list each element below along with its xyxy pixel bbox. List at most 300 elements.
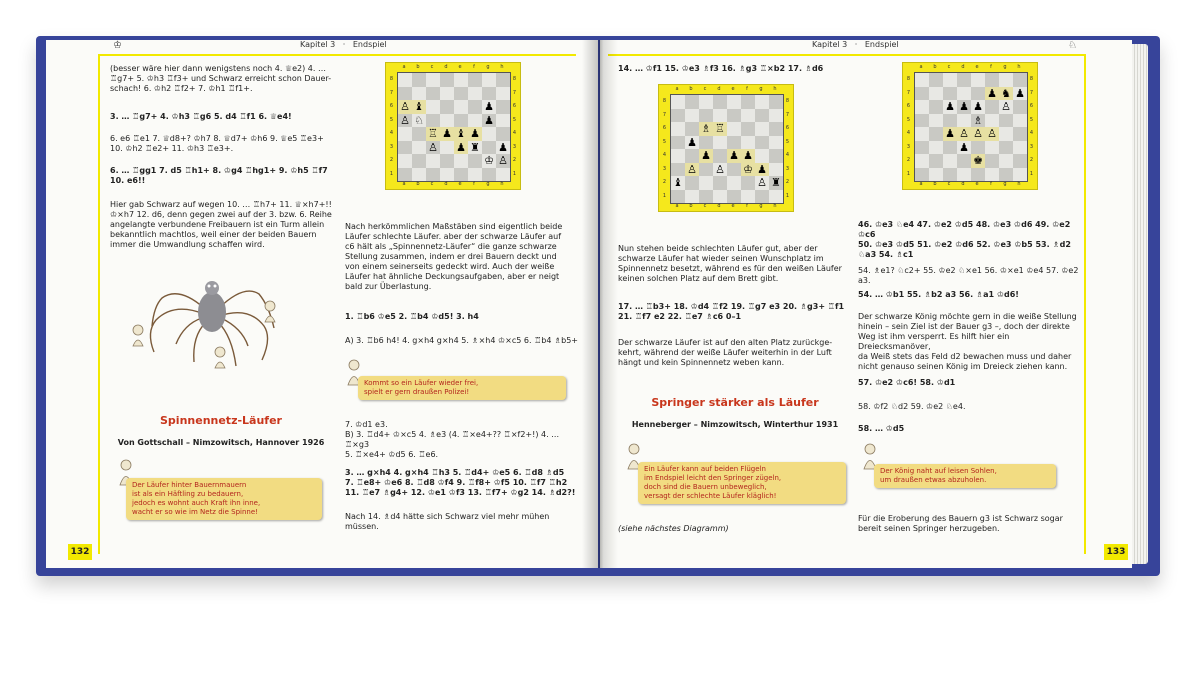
square-a3 bbox=[398, 141, 412, 155]
square-a5 bbox=[915, 114, 929, 128]
rank-label-7: 7 bbox=[389, 89, 394, 96]
square-d1 bbox=[440, 168, 454, 182]
square-e7 bbox=[971, 87, 985, 101]
right-page-yellow-bar bbox=[1084, 54, 1086, 554]
piece-b3: ♙ bbox=[687, 162, 697, 176]
piece-e4: ♝ bbox=[456, 127, 466, 141]
left-header-chapter: Kapitel 3 bbox=[300, 40, 336, 49]
diagram-3 bbox=[902, 62, 1038, 190]
square-g3 bbox=[482, 141, 496, 155]
right-col1-p5: (siehe nächstes Diagramm) bbox=[618, 524, 729, 533]
square-c5 bbox=[426, 114, 440, 128]
rank-label-5: 5 bbox=[512, 116, 517, 123]
square-d7 bbox=[957, 87, 971, 101]
square-a4 bbox=[671, 149, 685, 163]
square-b5 bbox=[412, 114, 426, 128]
square-c4 bbox=[426, 127, 440, 141]
file-label-f: f bbox=[473, 181, 475, 187]
square-g3 bbox=[755, 163, 769, 177]
rank-label-7: 7 bbox=[785, 111, 790, 118]
square-a8 bbox=[671, 95, 685, 109]
right-game-title: Henneberger – Nimzowitsch, Winterthur 1931 bbox=[631, 420, 839, 429]
square-h4 bbox=[769, 149, 783, 163]
rank-label-5: 5 bbox=[1029, 116, 1034, 123]
rank-label-7: 7 bbox=[1029, 89, 1034, 96]
file-label-b: b bbox=[933, 64, 937, 70]
left-col2-p1: Nach herkömmlichen Maßstäben sind eigentlich beide Läufer schlechte Läufer. aber der schwarze Läufer auf c6 hält als „Spinnennetz-Läufer“ die ganze schwarze Stellung zusammen, indem er drei Bauern deckt und von einem seinerseits gedeckt wird. Auch der weiße Läufer hat ähnliche Deckungsaufgaben, aber er neigt bald zur Überlastung. bbox=[345, 222, 563, 291]
square-h5 bbox=[1013, 114, 1027, 128]
square-f5 bbox=[741, 136, 755, 150]
piece-b5: ♟ bbox=[687, 135, 697, 149]
square-d3 bbox=[713, 163, 727, 177]
square-h8 bbox=[1013, 73, 1027, 87]
square-c8 bbox=[426, 73, 440, 87]
square-b1 bbox=[929, 168, 943, 182]
square-c3 bbox=[699, 163, 713, 177]
square-d3 bbox=[440, 141, 454, 155]
rank-label-3: 3 bbox=[389, 143, 394, 150]
left-col1-p4: 6. … ♖gg1 7. d5 ♖h1+ 8. ♔g4 ♖hg1+ 9. ♔h5 ♖f7 10. e6!! bbox=[110, 166, 328, 185]
rank-label-1: 1 bbox=[389, 170, 394, 177]
rank-label-8: 8 bbox=[389, 76, 394, 82]
file-label-d: d bbox=[444, 64, 448, 70]
file-label-a: a bbox=[402, 181, 406, 187]
square-b7 bbox=[412, 87, 426, 101]
square-g7 bbox=[999, 87, 1013, 101]
square-f3 bbox=[985, 141, 999, 155]
rank-label-4: 4 bbox=[512, 130, 517, 136]
square-e4 bbox=[454, 127, 468, 141]
square-h1 bbox=[769, 190, 783, 204]
square-g2 bbox=[482, 154, 496, 168]
square-c8 bbox=[699, 95, 713, 109]
right-col2-p4: Der schwarze König möchte gern in die weiße Stellung hinein – sein Ziel ist der Bauer g3 –, doch der direkte Weg ist ihm versperrt. Es hilft hier ein Dreiecksmanöver, da Weiß stets das Feld d2 bewachen muss und daher nicht genauso seinen König im Dreieck ziehen kann. bbox=[858, 312, 1077, 371]
square-f2 bbox=[468, 154, 482, 168]
piece-f4: ♟ bbox=[470, 127, 480, 141]
spider-illustration bbox=[124, 266, 294, 376]
square-a1 bbox=[915, 168, 929, 182]
square-f1 bbox=[468, 168, 482, 182]
file-label-c: c bbox=[703, 203, 707, 209]
file-label-a: a bbox=[675, 203, 679, 209]
square-d6 bbox=[713, 122, 727, 136]
square-d1 bbox=[713, 190, 727, 204]
square-f1 bbox=[741, 190, 755, 204]
square-d4 bbox=[713, 149, 727, 163]
square-b8 bbox=[685, 95, 699, 109]
file-label-h: h bbox=[500, 181, 504, 187]
square-a8 bbox=[915, 73, 929, 87]
square-e6 bbox=[971, 100, 985, 114]
left-page bbox=[46, 40, 598, 568]
left-col2-note-box: Kommt so ein Läufer wieder frei, spielt er gern draußen Polizei! bbox=[358, 376, 566, 400]
rank-label-7: 7 bbox=[662, 111, 667, 118]
square-h6 bbox=[769, 122, 783, 136]
rank-label-4: 4 bbox=[906, 130, 911, 136]
square-d8 bbox=[440, 73, 454, 87]
square-e5 bbox=[454, 114, 468, 128]
square-d6 bbox=[957, 100, 971, 114]
square-b2 bbox=[685, 176, 699, 190]
rank-label-2: 2 bbox=[512, 157, 517, 163]
square-c7 bbox=[943, 87, 957, 101]
square-a7 bbox=[398, 87, 412, 101]
file-label-h: h bbox=[1017, 181, 1021, 187]
file-label-f: f bbox=[990, 181, 992, 187]
square-g1 bbox=[999, 168, 1013, 182]
spider-eye-left bbox=[208, 285, 211, 288]
piece-a2: ♝ bbox=[673, 176, 683, 190]
piece-e3: ♟ bbox=[456, 140, 466, 154]
rank-label-4: 4 bbox=[662, 152, 667, 158]
square-f8 bbox=[985, 73, 999, 87]
file-label-h: h bbox=[773, 203, 777, 209]
piece-e2: ♚ bbox=[973, 154, 983, 168]
left-note-box: Der Läufer hinter Bauernmauern ist als ein Häftling zu bedauern, jedoch es wohnt auch Kraft ihn inne, wacht er so wie im Netz die Spinne! bbox=[126, 478, 322, 520]
square-g6 bbox=[755, 122, 769, 136]
file-label-g: g bbox=[486, 64, 490, 70]
file-label-a: a bbox=[402, 64, 406, 70]
piece-d4: ♟ bbox=[442, 127, 452, 141]
square-h7 bbox=[769, 109, 783, 123]
file-label-b: b bbox=[689, 203, 693, 209]
knight-icon: ♘ bbox=[1068, 40, 1077, 51]
right-page-number: 133 bbox=[1104, 544, 1128, 560]
page-edges bbox=[1132, 44, 1148, 564]
piece-g3: ♟ bbox=[757, 162, 767, 176]
square-a3 bbox=[915, 141, 929, 155]
rank-label-7: 7 bbox=[906, 89, 911, 96]
file-label-c: c bbox=[703, 86, 707, 92]
left-col2-p3: A) 3. ♖b6 h4! 4. g×h4 g×h4 5. ♗×h4 ♔×c5 6. ♖b4 ♗b5+ bbox=[345, 336, 579, 345]
square-h4 bbox=[1013, 127, 1027, 141]
left-page-yellow-bar bbox=[98, 54, 100, 554]
square-a6 bbox=[398, 100, 412, 114]
square-c2 bbox=[699, 176, 713, 190]
piece-b6: ♝ bbox=[414, 100, 424, 114]
piece-h7: ♟ bbox=[1015, 86, 1025, 100]
file-label-h: h bbox=[773, 86, 777, 92]
file-label-e: e bbox=[458, 64, 462, 70]
file-label-g: g bbox=[759, 203, 763, 209]
square-g8 bbox=[755, 95, 769, 109]
rank-label-3: 3 bbox=[512, 143, 517, 150]
rank-label-5: 5 bbox=[906, 116, 911, 123]
file-label-g: g bbox=[1003, 181, 1007, 187]
square-f3 bbox=[468, 141, 482, 155]
diagram-3-board bbox=[914, 72, 1028, 182]
square-e1 bbox=[971, 168, 985, 182]
piece-g6: ♟ bbox=[484, 100, 494, 114]
square-c1 bbox=[943, 168, 957, 182]
square-b4 bbox=[929, 127, 943, 141]
square-g5 bbox=[999, 114, 1013, 128]
piece-d4: ♙ bbox=[959, 127, 969, 141]
square-f5 bbox=[468, 114, 482, 128]
square-g4 bbox=[999, 127, 1013, 141]
piece-f3: ♜ bbox=[470, 140, 480, 154]
square-c2 bbox=[943, 154, 957, 168]
file-label-b: b bbox=[416, 181, 420, 187]
rank-label-2: 2 bbox=[389, 157, 394, 163]
square-a4 bbox=[398, 127, 412, 141]
square-f3 bbox=[741, 163, 755, 177]
square-a2 bbox=[671, 176, 685, 190]
file-label-e: e bbox=[975, 64, 979, 70]
square-c5 bbox=[943, 114, 957, 128]
square-f8 bbox=[468, 73, 482, 87]
file-label-f: f bbox=[746, 203, 748, 209]
square-f4 bbox=[741, 149, 755, 163]
piece-f4: ♟ bbox=[743, 149, 753, 163]
piece-e6: ♟ bbox=[973, 100, 983, 114]
square-f6 bbox=[741, 122, 755, 136]
right-col2-p3: 54. … ♔b1 55. ♗b2 a3 56. ♗a1 ♔d6! bbox=[858, 290, 1019, 299]
square-g2 bbox=[999, 154, 1013, 168]
square-g1 bbox=[755, 190, 769, 204]
square-g6 bbox=[482, 100, 496, 114]
piece-a6: ♙ bbox=[400, 100, 410, 114]
square-h2 bbox=[1013, 154, 1027, 168]
square-e4 bbox=[971, 127, 985, 141]
piece-f4: ♙ bbox=[987, 127, 997, 141]
square-f7 bbox=[468, 87, 482, 101]
rank-label-6: 6 bbox=[662, 125, 667, 131]
square-e2 bbox=[971, 154, 985, 168]
square-e3 bbox=[454, 141, 468, 155]
square-e3 bbox=[727, 163, 741, 177]
rank-label-3: 3 bbox=[662, 165, 667, 172]
file-label-f: f bbox=[990, 64, 992, 70]
square-e4 bbox=[727, 149, 741, 163]
rank-label-3: 3 bbox=[1029, 143, 1034, 150]
square-h1 bbox=[1013, 168, 1027, 182]
left-col2-p5: 3. … g×h4 4. g×h4 ♖h3 5. ♖d4+ ♔e5 6. ♖d8 ♗d5 7. ♖e8+ ♔e6 8. ♖d8 ♔f4 9. ♖f8+ ♔f5 10. ♖f7 ♖h2 11. ♖e7 ♗g4+ 12. ♔e1 ♔f3 13. ♖f7+ ♔g2 14. ♗d2?! bbox=[345, 468, 576, 497]
pawn-figure-left bbox=[133, 325, 143, 346]
square-c6 bbox=[426, 100, 440, 114]
square-b5 bbox=[685, 136, 699, 150]
square-g3 bbox=[999, 141, 1013, 155]
diagram-2-board bbox=[670, 94, 784, 204]
square-c7 bbox=[426, 87, 440, 101]
piece-c3: ♙ bbox=[428, 140, 438, 154]
spider-body bbox=[198, 292, 226, 332]
square-c4 bbox=[699, 149, 713, 163]
square-e3 bbox=[971, 141, 985, 155]
square-c1 bbox=[699, 190, 713, 204]
square-e7 bbox=[727, 109, 741, 123]
piece-d3: ♙ bbox=[715, 162, 725, 176]
piece-d3: ♟ bbox=[959, 140, 969, 154]
square-g5 bbox=[755, 136, 769, 150]
square-b8 bbox=[412, 73, 426, 87]
square-b2 bbox=[412, 154, 426, 168]
left-col1-p3: 6. e6 ♖e1 7. ♕d8+? ♔h7 8. ♕d7+ ♔h6 9. ♕e5 ♖e3+ 10. ♔h2 ♖e2+ 11. ♔h3 ♖e3+. bbox=[110, 134, 324, 153]
square-f5 bbox=[985, 114, 999, 128]
piece-g2: ♔ bbox=[484, 154, 494, 168]
left-game-title: Von Gottschall – Nimzowitsch, Hannover 1926 bbox=[117, 438, 325, 447]
square-b4 bbox=[685, 149, 699, 163]
square-e2 bbox=[454, 154, 468, 168]
square-a2 bbox=[915, 154, 929, 168]
square-a1 bbox=[671, 190, 685, 204]
square-a8 bbox=[398, 73, 412, 87]
piece-c6: ♟ bbox=[945, 100, 955, 114]
left-col2-p6: Nach 14. ♗d4 hätte sich Schwarz viel mehr mühen müssen. bbox=[345, 512, 550, 531]
square-h8 bbox=[769, 95, 783, 109]
rank-label-8: 8 bbox=[512, 76, 517, 82]
square-h2 bbox=[496, 154, 510, 168]
square-b7 bbox=[685, 109, 699, 123]
piece-e4: ♙ bbox=[973, 127, 983, 141]
rank-label-2: 2 bbox=[1029, 157, 1034, 163]
rank-label-3: 3 bbox=[785, 165, 790, 172]
diagram-2 bbox=[658, 84, 794, 212]
square-c1 bbox=[426, 168, 440, 182]
piece-g6: ♙ bbox=[1001, 100, 1011, 114]
square-f7 bbox=[741, 109, 755, 123]
square-a5 bbox=[671, 136, 685, 150]
file-label-a: a bbox=[919, 64, 923, 70]
file-label-c: c bbox=[947, 181, 951, 187]
square-g8 bbox=[999, 73, 1013, 87]
rank-label-5: 5 bbox=[785, 138, 790, 145]
piece-h3: ♟ bbox=[498, 140, 508, 154]
square-b6 bbox=[929, 100, 943, 114]
rank-label-5: 5 bbox=[389, 116, 394, 123]
left-header-section: Endspiel bbox=[352, 40, 387, 49]
piece-b5: ♘ bbox=[414, 113, 424, 127]
file-label-f: f bbox=[746, 86, 748, 92]
square-c6 bbox=[943, 100, 957, 114]
rank-label-8: 8 bbox=[785, 98, 790, 104]
square-h6 bbox=[1013, 100, 1027, 114]
square-b4 bbox=[412, 127, 426, 141]
right-col2-p2: 54. ♗e1? ♘c2+ 55. ♔e2 ♘×e1 56. ♔×e1 ♔e4 57. ♔e2 a3. bbox=[858, 266, 1081, 285]
file-label-a: a bbox=[919, 181, 923, 187]
left-col1-p2: 3. … ♖g7+ 4. ♔h3 ♖g6 5. d4 ♖f1 6. ♕e4! bbox=[110, 112, 292, 121]
piece-d6: ♟ bbox=[959, 100, 969, 114]
file-label-e: e bbox=[458, 181, 462, 187]
square-g6 bbox=[999, 100, 1013, 114]
square-c5 bbox=[699, 136, 713, 150]
square-d2 bbox=[713, 176, 727, 190]
square-a6 bbox=[915, 100, 929, 114]
rank-label-6: 6 bbox=[389, 103, 394, 109]
piece-f7: ♟ bbox=[987, 86, 997, 100]
square-g7 bbox=[755, 109, 769, 123]
right-col2-note-box: Der König naht auf leisen Sohlen, um draußen etwas abzuholen. bbox=[874, 464, 1056, 488]
square-g7 bbox=[482, 87, 496, 101]
file-label-c: c bbox=[430, 181, 434, 187]
square-b1 bbox=[685, 190, 699, 204]
file-label-d: d bbox=[717, 86, 721, 92]
square-f2 bbox=[741, 176, 755, 190]
square-d2 bbox=[957, 154, 971, 168]
piece-c6: ♗ bbox=[701, 122, 711, 136]
square-e8 bbox=[454, 73, 468, 87]
left-col2-p4: 7. ♔d1 e3. B) 3. ♖d4+ ♔×c5 4. ♗e3 (4. ♖×e4+?? ♖×f2+!) 4. … ♖×g3 5. ♖×e4+ ♔d5 6. ♖e6. bbox=[345, 420, 560, 459]
square-f7 bbox=[985, 87, 999, 101]
square-e5 bbox=[971, 114, 985, 128]
square-c3 bbox=[426, 141, 440, 155]
square-b6 bbox=[412, 100, 426, 114]
square-g1 bbox=[482, 168, 496, 182]
file-label-d: d bbox=[961, 181, 965, 187]
right-header bbox=[812, 40, 899, 54]
square-g2 bbox=[755, 176, 769, 190]
square-e1 bbox=[454, 168, 468, 182]
left-col1-p5: Hier gab Schwarz auf wegen 10. … ♖h7+ 11. ♕×h7+!! ♔×h7 12. d6, denn gegen zwei auf der 3. bzw. 6. Reihe angelangte verbundene Freibauern ist ein Turm allein bekanntlich machtlos, weil einer der beiden Bauern immer die Umwandlung schaffen wird. bbox=[110, 200, 332, 249]
left-header-rule bbox=[98, 54, 576, 56]
square-f4 bbox=[468, 127, 482, 141]
right-col1-p1: 14. … ♔f1 15. ♔e3 ♗f3 16. ♗g3 ♖×b2 17. ♗d6 bbox=[618, 64, 824, 73]
square-d8 bbox=[713, 95, 727, 109]
rank-label-2: 2 bbox=[662, 179, 667, 185]
square-c7 bbox=[699, 109, 713, 123]
rank-label-1: 1 bbox=[662, 192, 667, 199]
left-header bbox=[300, 40, 387, 54]
file-label-b: b bbox=[933, 181, 937, 187]
left-col1-p1: (besser wäre hier dann wenigstens noch 4. ♕e2) 4. … ♖g7+ 5. ♔h3 ♖f3+ und Schwarz erreicht schon Dauer- schach! 6. ♔h2 ♖f2+ 7. ♔h1 ♖f1+. bbox=[110, 64, 332, 93]
left-col2-p2: 1. ♖b6 ♔e5 2. ♖b4 ♔d5! 3. h4 bbox=[345, 312, 479, 321]
square-d5 bbox=[440, 114, 454, 128]
rank-label-1: 1 bbox=[906, 170, 911, 177]
square-e1 bbox=[727, 190, 741, 204]
rank-label-8: 8 bbox=[662, 98, 667, 104]
square-d7 bbox=[440, 87, 454, 101]
piece-c4: ♟ bbox=[945, 127, 955, 141]
square-b1 bbox=[412, 168, 426, 182]
right-col2-p1: 46. ♔e3 ♘e4 47. ♔e2 ♔d5 48. ♔e3 ♔d6 49. ♔e2 ♔c6 50. ♔e3 ♔d5 51. ♔e2 ♔d6 52. ♔e3 ♔b5 53. ♗d2 ♘a3 54. ♗c1 bbox=[858, 220, 1071, 259]
square-d5 bbox=[713, 136, 727, 150]
file-label-g: g bbox=[486, 181, 490, 187]
file-label-f: f bbox=[473, 64, 475, 70]
right-col2-p8: Für die Eroberung des Bauern g3 ist Schwarz sogar bereit seinen Springer herzugeben. bbox=[858, 514, 1063, 533]
square-b8 bbox=[929, 73, 943, 87]
square-d4 bbox=[957, 127, 971, 141]
right-col2-p6: 58. ♔f2 ♘d2 59. ♔e2 ♘e4. bbox=[858, 402, 966, 411]
right-header-separator: · bbox=[854, 40, 858, 49]
file-label-b: b bbox=[689, 86, 693, 92]
square-d3 bbox=[957, 141, 971, 155]
rank-label-6: 6 bbox=[1029, 103, 1034, 109]
left-header-separator: · bbox=[342, 40, 346, 49]
square-a7 bbox=[671, 109, 685, 123]
right-header-chapter: Kapitel 3 bbox=[812, 40, 848, 49]
square-e7 bbox=[454, 87, 468, 101]
right-col1-p3: 17. … ♖b3+ 18. ♔d4 ♖f2 19. ♖g7 e3 20. ♗g3+ ♖f1 21. ♖f7 e2 22. ♖e7 ♗c6 0–1 bbox=[618, 302, 845, 321]
square-f4 bbox=[985, 127, 999, 141]
square-e8 bbox=[727, 95, 741, 109]
piece-g7: ♞ bbox=[1001, 86, 1011, 100]
right-note-box: Ein Läufer kann auf beiden Flügeln im Endspiel leicht den Springer zügeln, doch sind die Bauern unbeweglich, versagt der schlechte Läufer kläglich! bbox=[638, 462, 846, 504]
square-f6 bbox=[468, 100, 482, 114]
rank-label-4: 4 bbox=[1029, 130, 1034, 136]
square-h8 bbox=[496, 73, 510, 87]
square-b7 bbox=[929, 87, 943, 101]
square-h1 bbox=[496, 168, 510, 182]
rank-label-4: 4 bbox=[389, 130, 394, 136]
right-col1-p2: Nun stehen beide schlechten Läufer gut, aber der schwarze Läufer hat wieder seinen Wunschplatz im Spinnennetz besetzt, während es für den weißen Läufer keinen solchen Platz auf dem Brett gibt. bbox=[618, 244, 842, 283]
right-header-rule bbox=[608, 54, 1084, 56]
left-heading-spinnennetz: Spinnennetz-Läufer bbox=[160, 414, 282, 427]
piece-h2: ♜ bbox=[771, 176, 781, 190]
piece-a5: ♙ bbox=[400, 113, 410, 127]
square-d5 bbox=[957, 114, 971, 128]
file-label-d: d bbox=[444, 181, 448, 187]
rank-label-8: 8 bbox=[1029, 76, 1034, 82]
